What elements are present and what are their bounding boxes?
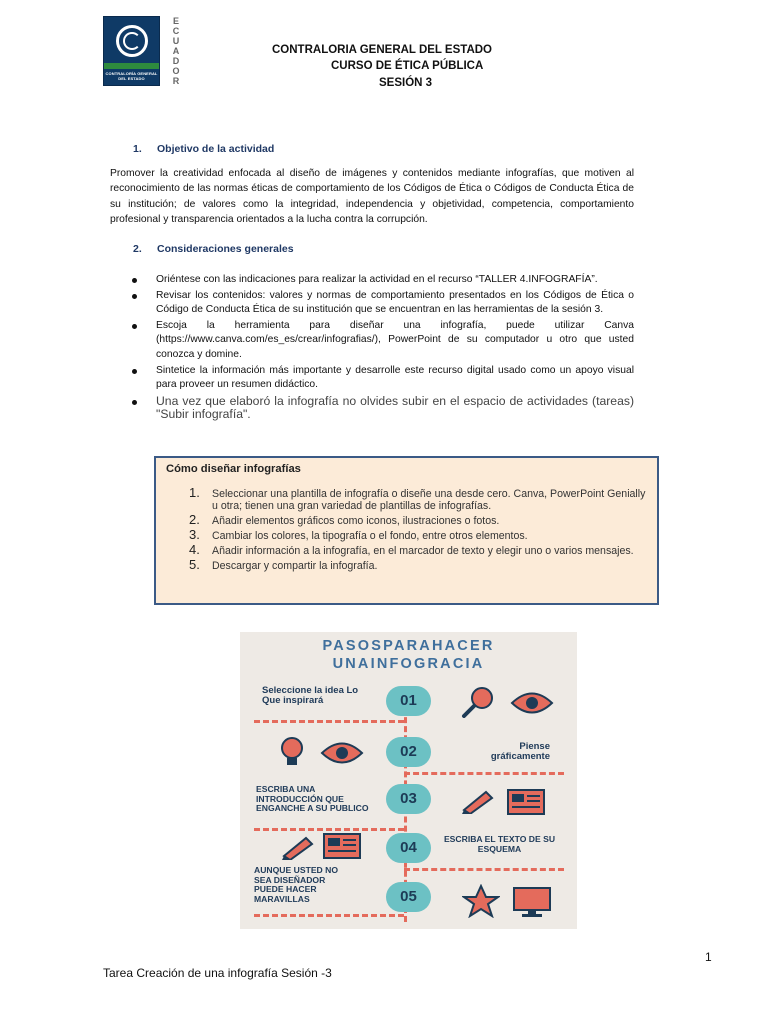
newspaper-icon	[506, 788, 546, 816]
list-item: 2. Añadir elementos gráficos como iconos, ilustraciones o fotos.	[189, 512, 500, 527]
magnifier-icon	[460, 686, 498, 718]
step-01-circle: 01	[386, 686, 431, 716]
logo-text: CONTRALORÍA GENERAL DEL ESTADO	[105, 71, 158, 81]
section-2-title: Consideraciones generales	[157, 243, 294, 255]
list-item: Oriéntese con las indicaciones para realizar la actividad en el recurso “TALLER 4.INFOGRAFÍA”.	[130, 273, 634, 288]
list-item: 1. Seleccionar una plantilla de infografía o diseñe una desde cero. Canva, PowerPoint Genially u otra; tienen una gran variedad de plantillas de infografías.	[189, 485, 646, 512]
bullet-icon	[132, 294, 137, 299]
timeline-dash	[254, 720, 404, 723]
page-footer: Tarea Creación de una infografía Sesión -3	[103, 966, 332, 980]
step-05-circle: 05	[386, 882, 431, 912]
step-04-circle: 04	[386, 833, 431, 863]
pencil-icon	[460, 788, 496, 814]
objective-paragraph: Promover la creatividad enfocada al diseño de imágenes y contenidos mediante infografías, que motiven al reconocimiento de las normas éticas de comportamiento de los Códigos de Ética o Códigos de Conducta Ética de su institución; de valores como la integridad, independencia y objetividad, competencia, comportamiento profesional y transparencia orientados a la lucha contra la corrupción.	[110, 168, 634, 226]
timeline-dash	[254, 828, 404, 831]
list-item: Sintetice la información más importante y desarrolle este recurso digital usado como un apoyo visual para proveer un resumen didáctico.	[130, 364, 634, 393]
infographic-image	[240, 632, 577, 929]
how-to-design-box	[154, 456, 659, 605]
logo-side-text: E C U A D O R	[172, 16, 180, 86]
list-item: Revisar los contenidos: valores y normas de comportamiento presentados en los Códigos de Ética o Código de Conducta Ética de su institución que se encuentran en las herramientas de la sesión 3.	[130, 289, 634, 318]
logo-c-icon	[123, 32, 141, 50]
list-item: 3. Cambiar los colores, la tipografía o el fondo, entre otros elementos.	[189, 527, 528, 542]
section-1-heading	[133, 143, 274, 155]
infographic-title-line2: UNAINFOGRACIA	[332, 656, 485, 672]
header-institution: CONTRALORIA GENERAL DEL ESTADO	[272, 44, 492, 56]
timeline-dash	[404, 772, 564, 775]
newspaper-icon	[322, 832, 362, 860]
logo-green-stripe	[104, 63, 159, 69]
timeline-dash	[254, 914, 404, 917]
section-1-title: Objetivo de la actividad	[157, 143, 275, 155]
header-session: SESIÓN 3	[379, 77, 433, 89]
star-icon	[462, 884, 500, 918]
box-steps-list	[176, 485, 646, 575]
section-2-number: 2.	[133, 243, 142, 255]
list-item: Una vez que elaboró la infografía no olvides subir en el espacio de actividades (tareas) "Subir infografía".	[130, 395, 634, 421]
bullet-icon	[132, 400, 137, 405]
timeline-dash	[404, 868, 564, 871]
step-04-text: ESCRIBA EL TEXTO DE SU ESQUEMA	[443, 834, 556, 854]
box-title: Cómo diseñar infografías	[166, 463, 301, 475]
list-item: 5. Descargar y compartir la infografía.	[189, 557, 378, 572]
step-05-text: AUNQUE USTED NO SEA DISEÑADOR PUEDE HACER MARAVILLAS	[254, 865, 339, 904]
infographic-title-line1: PASOSPARAHACER	[322, 638, 495, 654]
monitor-icon	[512, 886, 552, 918]
section-2-heading	[133, 243, 294, 255]
list-item: 4. Añadir información a la infografía, en el marcador de texto y elegir uno o varios mensajes.	[189, 542, 634, 557]
step-01-text: Seleccione la idea Lo Que inspirará	[262, 685, 359, 706]
contraloria-logo	[103, 16, 160, 86]
step-03-circle: 03	[386, 784, 431, 814]
list-item: Escoja la herramienta para diseñar una infografía, puede utilizar Canva (https://www.canva.com/es_es/crear/infografias/), PowerPoint de su computador u otro que usted conozca y domine.	[130, 319, 634, 363]
header-course: CURSO DE ÉTICA PÚBLICA	[331, 60, 484, 72]
bullet-icon	[132, 324, 137, 329]
eye-icon	[320, 740, 364, 766]
bullet-icon	[132, 278, 137, 283]
pencil-icon	[280, 834, 316, 860]
step-03-text: ESCRIBA UNA INTRODUCCIÓN QUE ENGANCHE A SU PUBLICO	[256, 784, 369, 813]
section-1-number: 1.	[133, 143, 142, 155]
step-02-text: Piense gráficamente	[490, 741, 550, 762]
considerations-list	[130, 273, 634, 422]
bullet-icon	[132, 369, 137, 374]
page-number: 1	[705, 950, 712, 964]
eye-icon	[510, 690, 554, 716]
lightbulb-icon	[278, 736, 306, 768]
step-02-circle: 02	[386, 737, 431, 767]
